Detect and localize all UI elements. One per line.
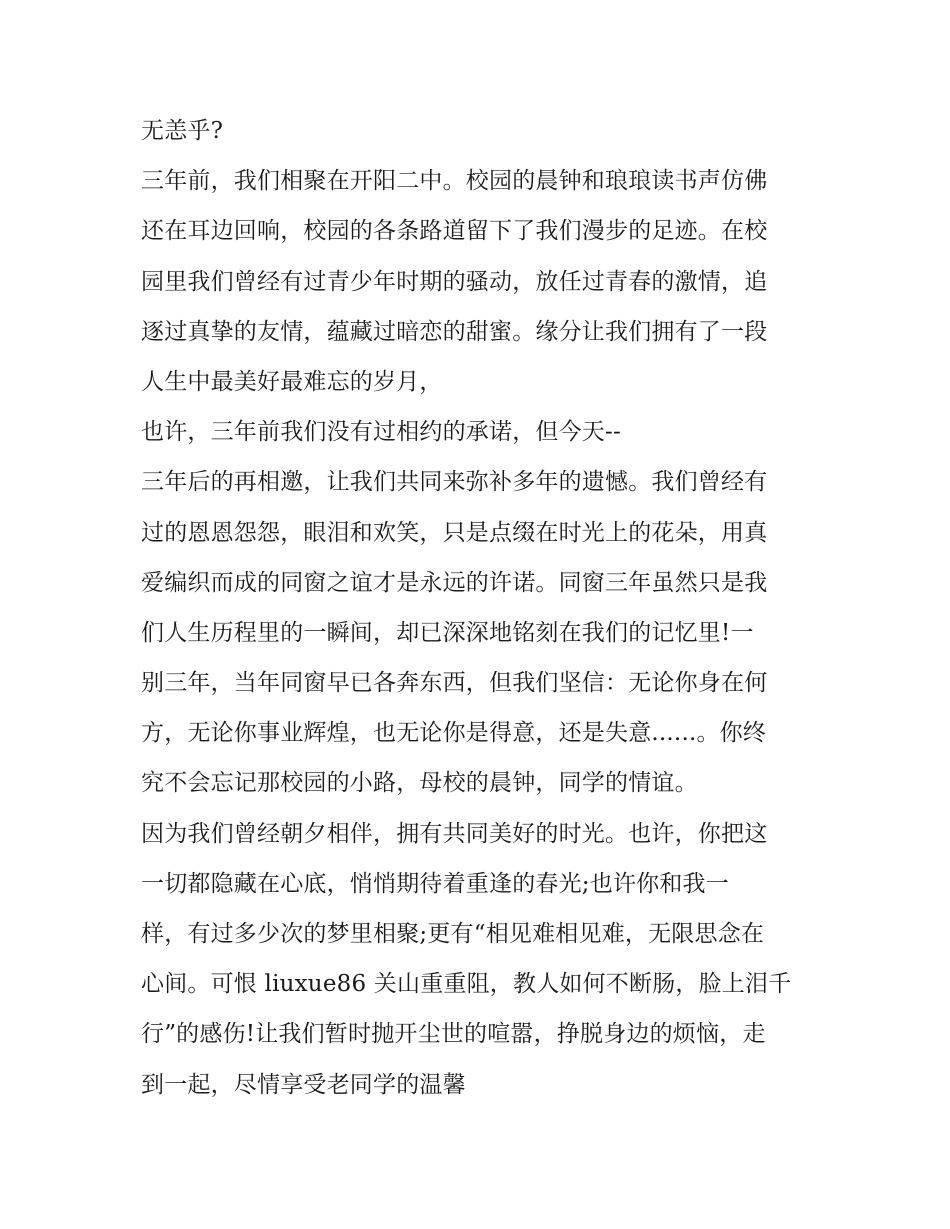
text-line: 三年后的再相邀，让我们共同来弥补多年的遗憾。我们曾经有 bbox=[141, 469, 768, 496]
text-line: 方，无论你事业辉煌，也无论你是得意，还是失意......。你终 bbox=[141, 720, 767, 747]
text-line: 一切都隐藏在心底，悄悄期待着重逢的春光;也许你和我一 bbox=[141, 870, 729, 897]
text-line: 人生中最美好最难忘的岁月， bbox=[141, 368, 443, 395]
text-line: 样，有过多少次的梦里相聚;更有“相见难相见难，无限思念在 bbox=[141, 921, 765, 947]
text-line: 们人生历程里的一瞬间，却已深深地铭刻在我们的记忆里!一 bbox=[141, 619, 754, 646]
text-line: 三年前，我们相聚在开阳二中。校园的晨钟和琅琅读书声仿佛 bbox=[141, 168, 768, 195]
text-line: 无恙乎? bbox=[141, 118, 224, 144]
text-line: 究不会忘记那校园的小路，母校的晨钟，同学的情谊。 bbox=[141, 770, 698, 797]
text-line: 别三年，当年同窗早已各奔东西，但我们坚信：无论你身在何 bbox=[141, 670, 768, 697]
text-line: 爱编织而成的同窗之谊才是永远的许诺。同窗三年虽然只是我 bbox=[141, 569, 768, 596]
text-line: 逐过真挚的友情，蕴藏过暗恋的甜蜜。缘分让我们拥有了一段 bbox=[141, 318, 768, 345]
text-line: 园里我们曾经有过青少年时期的骚动，放任过青春的激情，追 bbox=[141, 268, 768, 295]
text-line: 因为我们曾经朝夕相伴，拥有共同美好的时光。也许，你把这 bbox=[141, 820, 768, 847]
text-line: 还在耳边回响，校园的各条路道留下了我们漫步的足迹。在校 bbox=[141, 218, 768, 245]
text-line: 心间。可恨 liuxue86 关山重重阻，教人如何不断肠，脸上泪千 bbox=[141, 971, 792, 998]
text-line: 到一起，尽情享受老同学的温馨 bbox=[141, 1071, 466, 1098]
text-line: 过的恩恩怨怨，眼泪和欢笑，只是点缀在时光上的花朵，用真 bbox=[141, 519, 768, 546]
text-line: 也许，三年前我们没有过相约的承诺，但今天-- bbox=[141, 419, 621, 446]
text-line: 行”的感伤!让我们暂时抛开尘世的喧嚣，挣脱身边的烦恼，走 bbox=[141, 1021, 766, 1048]
document-body bbox=[141, 111, 821, 1115]
